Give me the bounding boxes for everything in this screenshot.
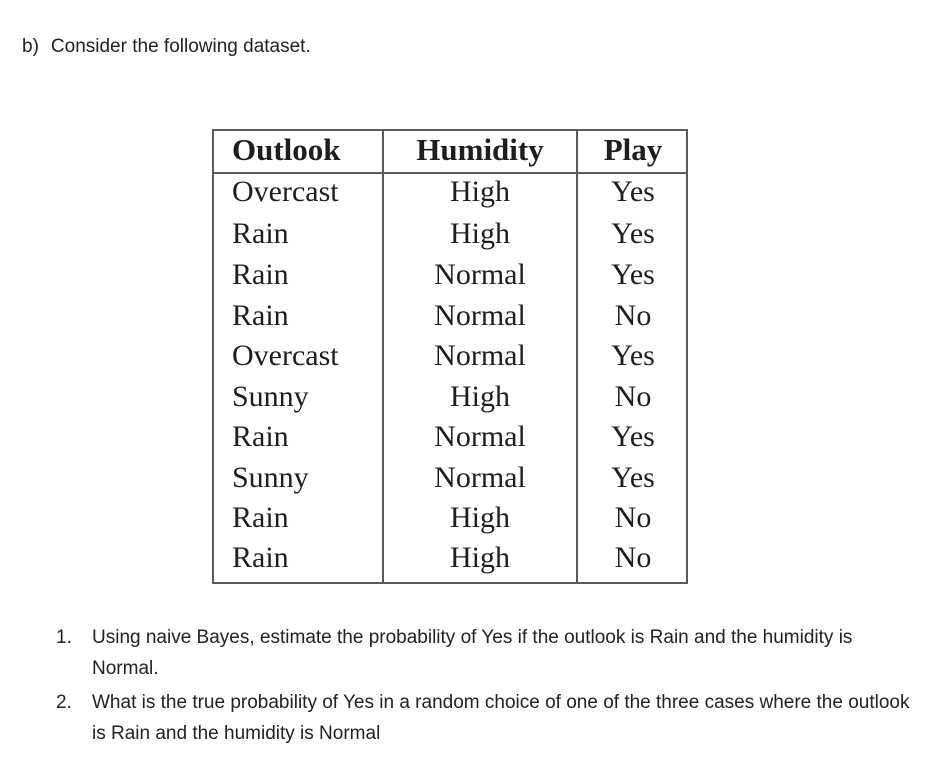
question-list — [56, 622, 916, 752]
header-play: Play — [603, 132, 663, 167]
table-cell-play: Yes — [611, 175, 655, 208]
section-intro: Consider the following dataset. — [50, 36, 311, 57]
table-cell-play: No — [614, 541, 652, 574]
table-cell-outlook: Sunny — [232, 461, 309, 494]
table-cell-play: No — [614, 299, 652, 332]
header-humidity: Humidity — [416, 132, 544, 167]
table-cell-humidity: Normal — [434, 339, 526, 372]
table-cell-play: No — [614, 501, 652, 534]
section-heading — [22, 36, 311, 58]
table-cell-play: Yes — [611, 461, 655, 494]
question-number: 2. — [56, 692, 72, 713]
table-cell-humidity: High — [450, 175, 510, 208]
table-cell-humidity: High — [450, 541, 510, 574]
table-cell-outlook: Rain — [232, 541, 289, 574]
section-label: b) — [22, 36, 39, 57]
table-cell-outlook: Overcast — [232, 339, 339, 372]
table-cell-outlook: Rain — [232, 217, 289, 250]
table-cell-outlook: Overcast — [232, 175, 339, 208]
table-cell-humidity: High — [450, 380, 510, 413]
table-cell-outlook: Sunny — [232, 380, 309, 413]
question-text: What is the true probability of Yes in a random choice of one of the three cases where the outlook is Rain and the humidity is Normal — [92, 692, 910, 744]
table-cell-humidity: Normal — [434, 461, 526, 494]
question-text: Using naive Bayes, estimate the probability of Yes if the outlook is Rain and the humidity is Normal. — [92, 627, 853, 679]
table-cell-humidity: Normal — [434, 258, 526, 291]
table-cell-humidity: Normal — [434, 420, 526, 453]
table-cell-outlook: Rain — [232, 420, 289, 453]
table-cell-play: No — [614, 380, 652, 413]
table-cell-play: Yes — [611, 217, 655, 250]
table-cell-humidity: High — [450, 501, 510, 534]
question-number: 1. — [56, 627, 72, 648]
question-item — [56, 622, 916, 684]
dataset-table — [212, 129, 688, 584]
table-cell-play: Yes — [611, 420, 655, 453]
table-cell-humidity: Normal — [434, 299, 526, 332]
table-cell-humidity: High — [450, 217, 510, 250]
table-cell-outlook: Rain — [232, 299, 289, 332]
table-cell-outlook: Rain — [232, 258, 289, 291]
table-cell-outlook: Rain — [232, 501, 289, 534]
header-outlook: Outlook — [232, 132, 341, 167]
header-divider — [214, 172, 686, 174]
table-cell-play: Yes — [611, 339, 655, 372]
question-item — [56, 687, 916, 749]
table-cell-play: Yes — [611, 258, 655, 291]
